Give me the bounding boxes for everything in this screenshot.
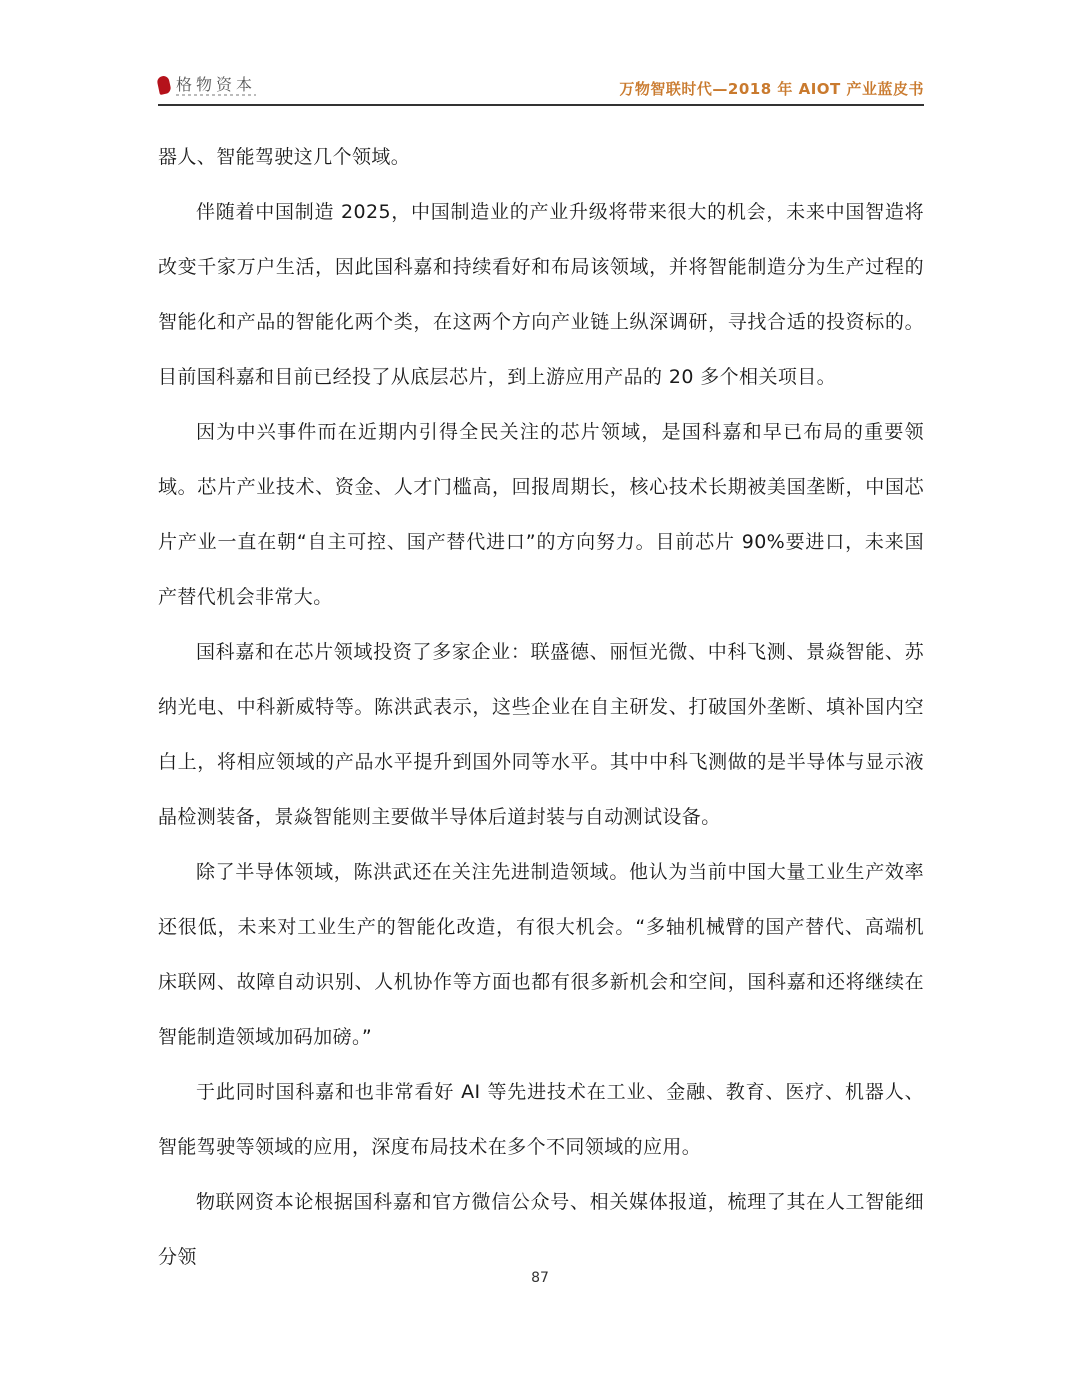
- paragraph-continuation: 器人、智能驾驶这几个领域。: [158, 146, 411, 168]
- header-title: 万物智联时代—2018 年 AIOT 产业蓝皮书: [619, 80, 924, 98]
- paragraph: 于此同时国科嘉和也非常看好 AI 等先进技术在工业、金融、教育、医疗、机器人、智能驾驶等领域的应用，深度布局技术在多个不同领域的应用。: [158, 1081, 924, 1158]
- company-logo: [158, 76, 256, 94]
- paragraph: 除了半导体领域，陈洪武还在关注先进制造领域。他认为当前中国大量工业生产效率还很低，未来对工业生产的智能化改造，有很大机会。“多轴机械臂的国产替代、高端机床联网、故障自动识别、人机协作等方面也都有很多新机会和空间，国科嘉和还将继续在智能制造领域加码加磅。”: [158, 861, 924, 1048]
- paragraph: 伴随着中国制造 2025，中国制造业的产业升级将带来很大的机会，未来中国智造将改变千家万户生活，因此国科嘉和持续看好和布局该领域，并将智能制造分为生产过程的智能化和产品的智能化两个类，在这两个方向产业链上纵深调研，寻找合适的投资标的。目前国科嘉和目前已经投了从底层芯片，到上游应用产品的 20 多个相关项目。: [158, 201, 924, 388]
- header-divider: [158, 104, 924, 106]
- paragraph: 物联网资本论根据国科嘉和官方微信公众号、相关媒体报道，梳理了其在人工智能细分领: [158, 1191, 924, 1268]
- paragraph: 国科嘉和在芯片领域投资了多家企业：联盛德、丽恒光微、中科飞测、景焱智能、苏纳光电、中科新威特等。陈洪武表示，这些企业在自主研发、打破国外垄断、填补国内空白上，将相应领域的产品水平提升到国外同等水平。其中中科飞测做的是半导体与显示液晶检测装备，景焱智能则主要做半导体后道封装与自动测试设备。: [158, 641, 924, 828]
- paragraph: 因为中兴事件而在近期内引得全民关注的芯片领域，是国科嘉和早已布局的重要领域。芯片产业技术、资金、人才门槛高，回报周期长，核心技术长期被美国垄断，中国芯片产业一直在朝“自主可控、国产替代进口”的方向努力。目前芯片 90%要进口，未来国产替代机会非常大。: [158, 421, 924, 608]
- page-number: 87: [531, 1270, 549, 1286]
- logo-text: 格物资本: [176, 75, 257, 94]
- logo-mark-icon: [156, 75, 171, 95]
- body-text: [158, 130, 924, 1285]
- page-header: [158, 72, 924, 106]
- logo-subline: [176, 94, 256, 96]
